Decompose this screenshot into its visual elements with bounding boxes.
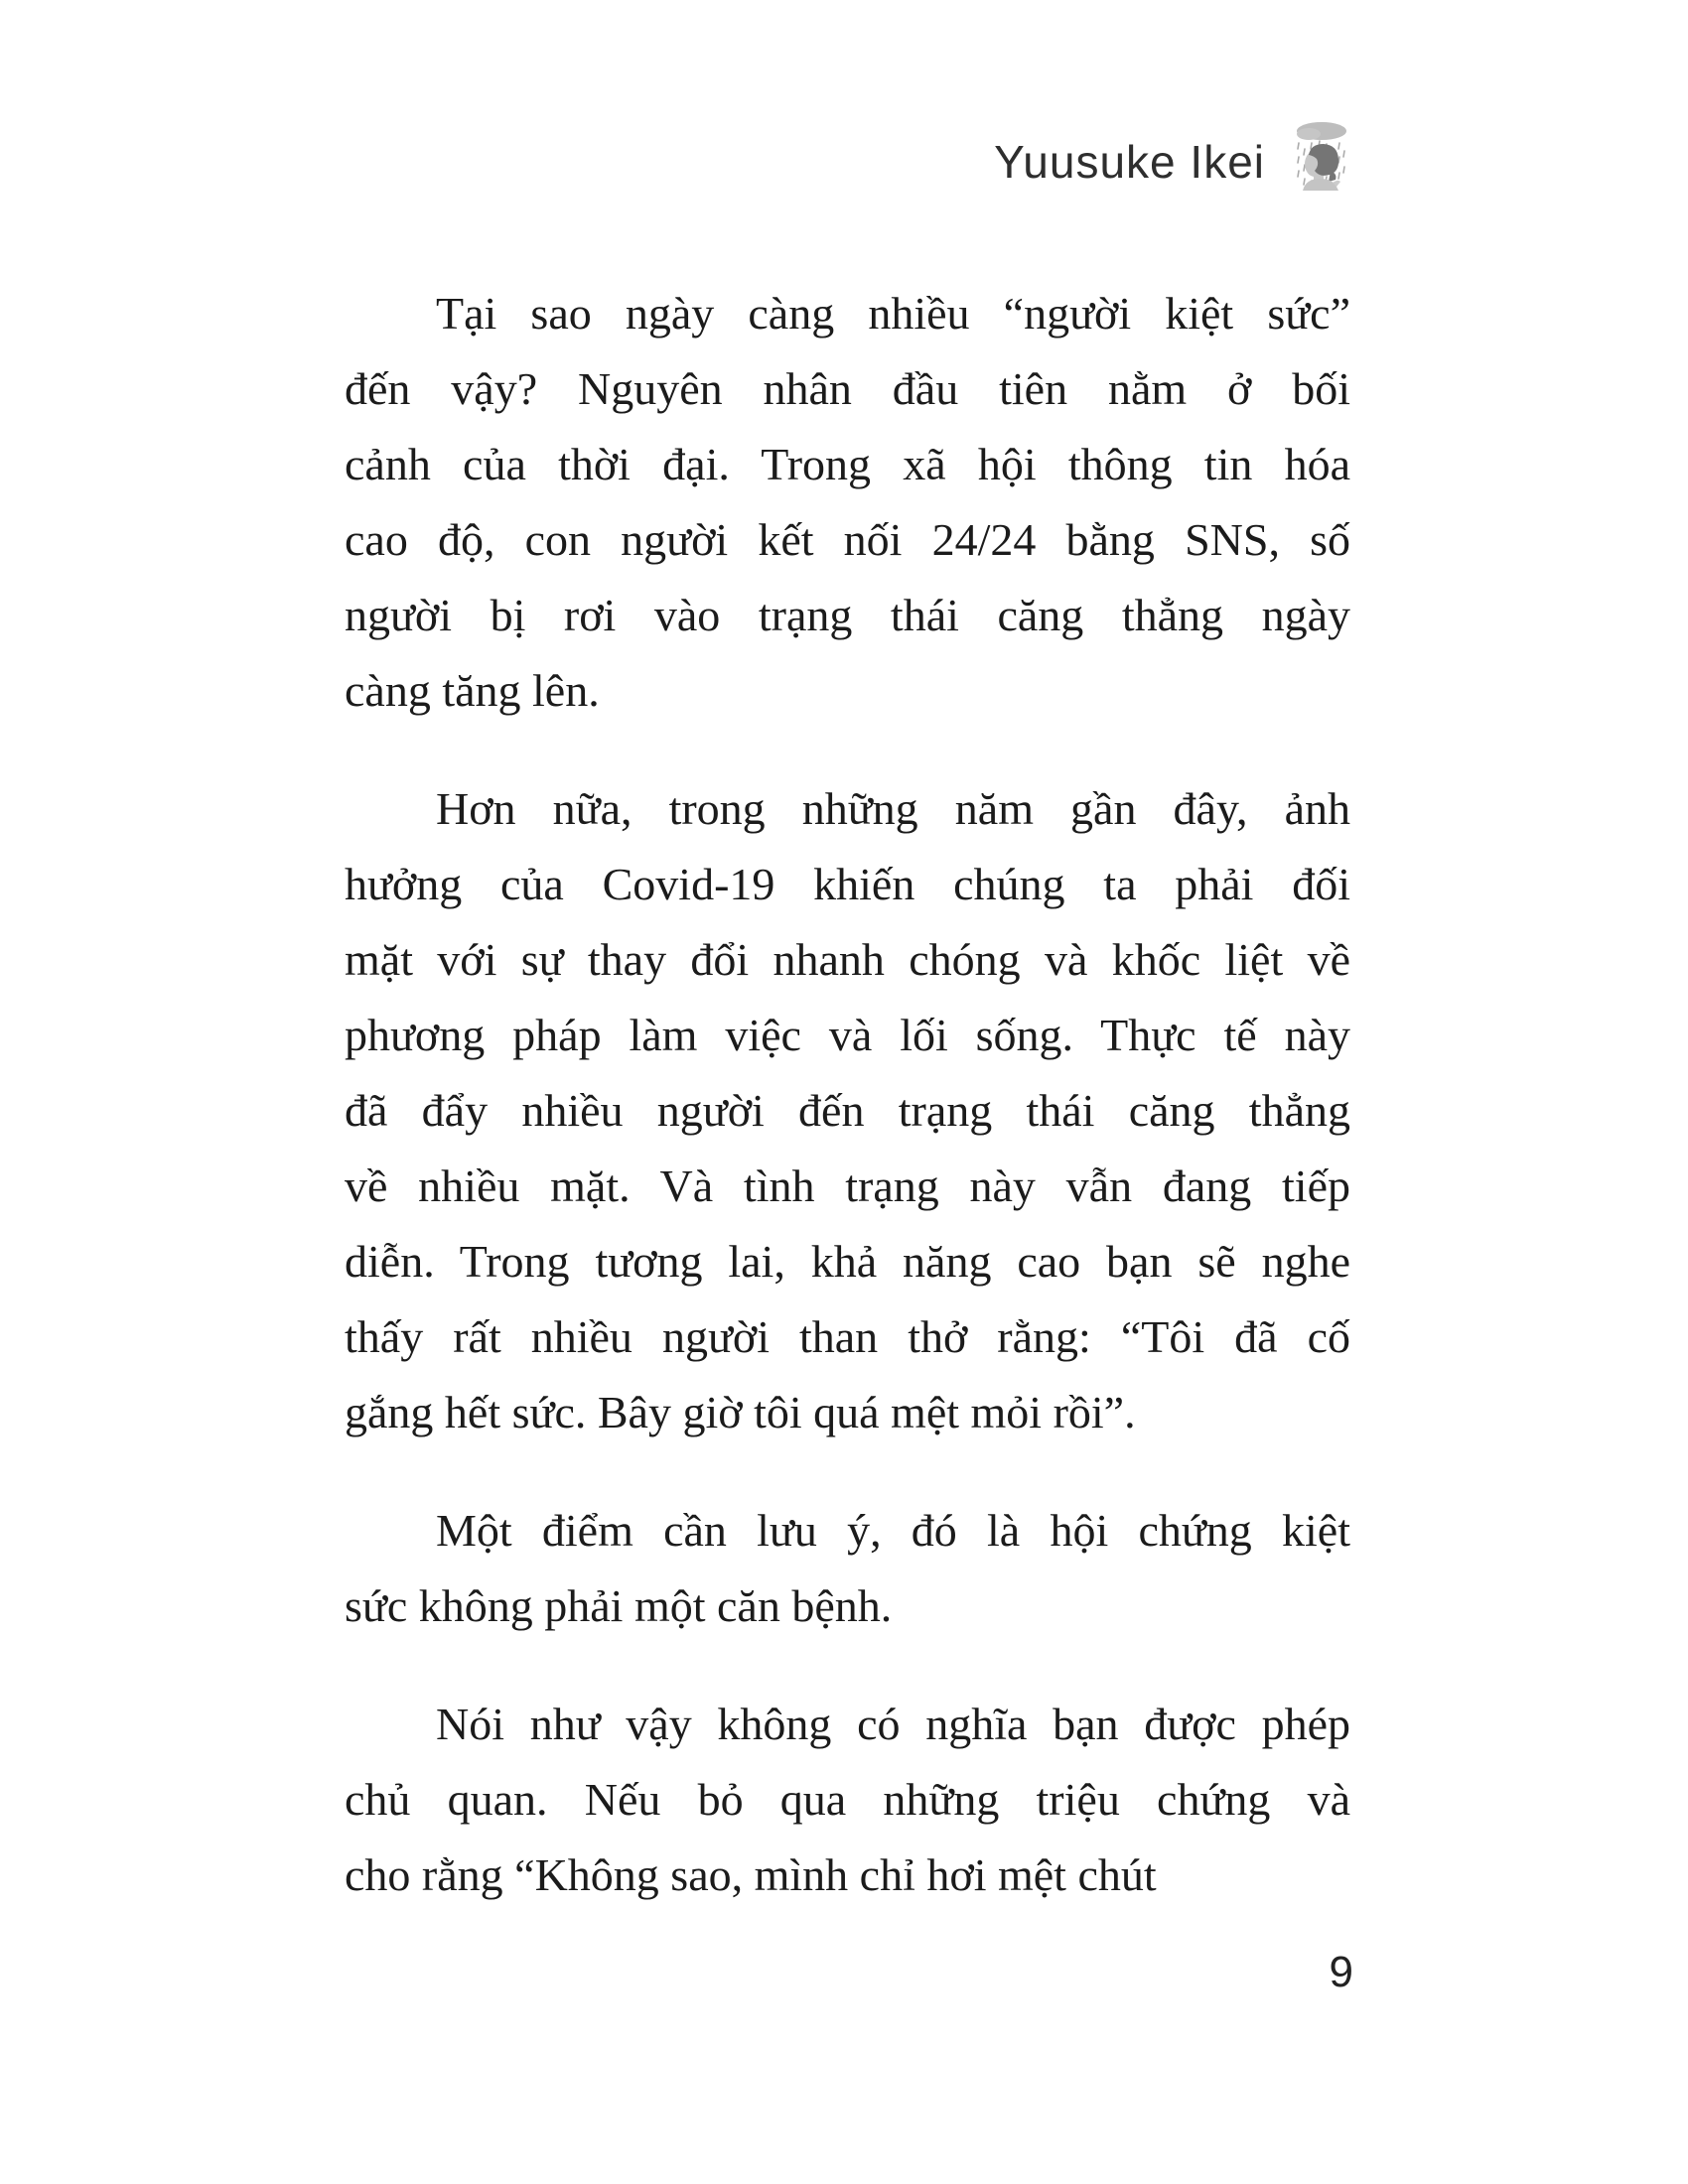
text-line: Một điểm cần lưu ý, đó là hội chứng kiệt — [436, 1505, 1350, 1556]
text-line: cao độ, con người kết nối 24/24 bằng SNS, số — [345, 514, 1350, 565]
text-line: đã đẩy nhiều người đến trạng thái căng thẳng — [345, 1085, 1350, 1136]
author-name: Yuusuke Ikei — [994, 136, 1265, 188]
text-line: cảnh của thời đại. Trong xã hội thông tin hóa — [345, 439, 1350, 489]
text-line: đến vậy? Nguyên nhân đầu tiên nằm ở bối — [345, 363, 1350, 414]
text-line: người bị rơi vào trạng thái căng thẳng ngày — [345, 590, 1350, 640]
paragraph — [345, 1493, 1350, 1644]
text-line: diễn. Trong tương lai, khả năng cao bạn sẽ nghe — [345, 1236, 1350, 1287]
text-line: mặt với sự thay đổi nhanh chóng và khốc liệt về — [345, 934, 1350, 985]
page-number: 9 — [1329, 1948, 1353, 1996]
page-body — [345, 276, 1350, 1913]
page-header — [994, 119, 1352, 205]
paragraph — [345, 1687, 1350, 1913]
text-line: chủ quan. Nếu bỏ qua những triệu chứng và — [345, 1774, 1350, 1825]
paragraph — [345, 771, 1350, 1450]
paragraph — [345, 276, 1350, 729]
text-line: sức không phải một căn bệnh. — [345, 1580, 893, 1631]
text-line: Nói như vậy không có nghĩa bạn được phép — [436, 1699, 1350, 1749]
woman-rain-cloud-icon — [1287, 119, 1352, 205]
text-line: về nhiều mặt. Và tình trạng này vẫn đang tiếp — [345, 1160, 1350, 1211]
text-line: gắng hết sức. Bây giờ tôi quá mệt mỏi rồi”. — [345, 1387, 1136, 1437]
text-line: Tại sao ngày càng nhiều “người kiệt sức” — [436, 288, 1350, 339]
text-line: Hơn nữa, trong những năm gần đây, ảnh — [436, 783, 1350, 834]
text-line: hưởng của Covid-19 khiến chúng ta phải đối — [345, 859, 1350, 909]
text-line: càng tăng lên. — [345, 665, 600, 716]
text-line: phương pháp làm việc và lối sống. Thực tế này — [345, 1010, 1350, 1060]
text-line: thấy rất nhiều người than thở rằng: “Tôi đã cố — [345, 1311, 1350, 1362]
text-line: cho rằng “Không sao, mình chỉ hơi mệt chút — [345, 1849, 1157, 1900]
